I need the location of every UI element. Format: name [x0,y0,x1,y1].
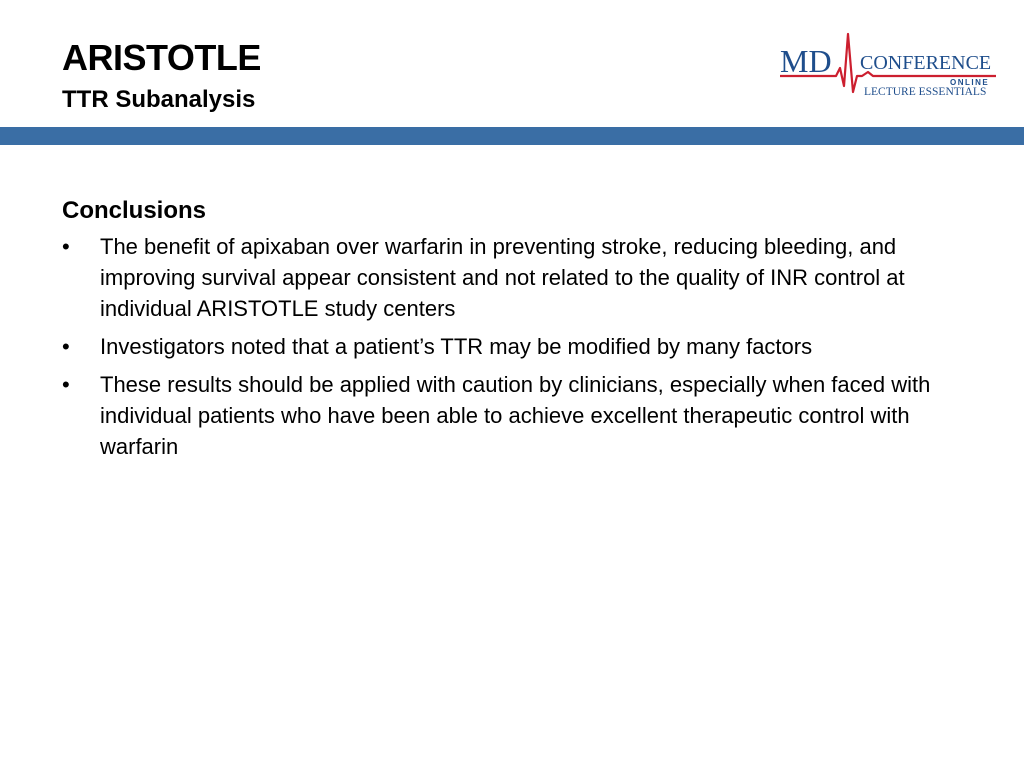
bullet-icon: • [62,234,70,259]
md-conference-logo [778,28,998,100]
slide-content [62,195,962,469]
bullet-text: The benefit of apixaban over warfarin in preventing stroke, reducing bleeding, and improving survival appear consistent and not related to the quality of INR control at individual ARISTOTLE study centers [100,234,905,321]
section-heading: Conclusions [62,197,207,224]
header-divider-bar [0,127,1024,145]
list-item [62,231,962,324]
bullet-icon: • [62,372,70,397]
bullet-list [62,231,962,462]
bullet-text: Investigators noted that a patient’s TTR may be modified by many factors [100,334,813,359]
logo-conference-text: CONFERENCE [860,52,992,74]
logo-online-text: ONLINE [950,78,990,87]
slide-title: ARISTOTLE [62,37,261,78]
logo-md-text: MD [780,43,832,79]
logo-lecture-text: LECTURE ESSENTIALS [864,86,987,98]
list-item [62,331,962,362]
slide-subtitle: TTR Subanalysis [62,86,256,113]
bullet-icon: • [62,334,70,359]
bullet-text: These results should be applied with caution by clinicians, especially when faced with individual patients who have been able to achieve excellent therapeutic control with warfarin [100,372,931,459]
list-item [62,369,962,462]
